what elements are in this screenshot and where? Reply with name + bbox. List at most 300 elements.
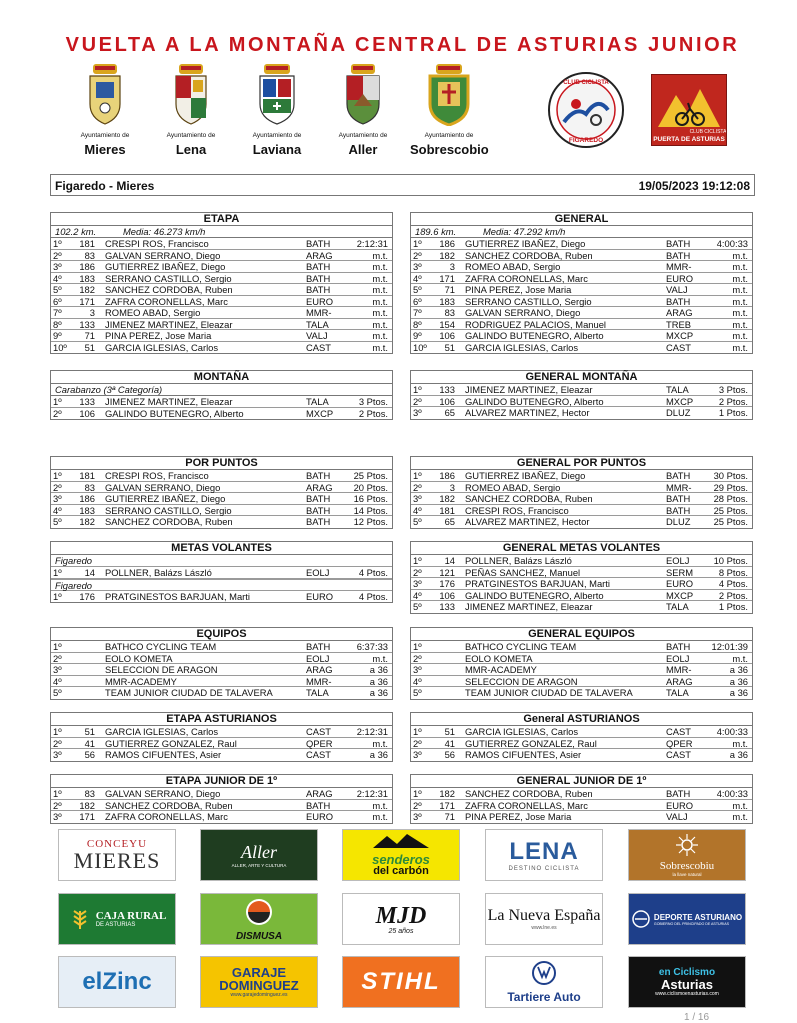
team-code: BATH — [666, 788, 691, 799]
rider: PINA PEREZ, Jose Maria — [465, 284, 572, 295]
result: 3 Ptos. — [358, 396, 388, 407]
stage-route: Figaredo - Mieres — [55, 179, 155, 193]
team-name: MMR-ACADEMY — [465, 664, 537, 675]
position: 3º — [413, 664, 422, 675]
general-puntos-table — [410, 456, 753, 529]
position: 5º — [413, 687, 422, 698]
sponsor-text: www.garajedominguez.es — [230, 992, 288, 998]
team-code: TALA — [306, 318, 329, 330]
table-row — [411, 788, 752, 800]
sun-icon — [676, 834, 698, 856]
stage-info-bar — [50, 174, 755, 196]
table-row — [51, 284, 392, 296]
team-code: DLUZ — [666, 407, 691, 418]
position: 5º — [413, 284, 422, 295]
team-code: MMR- — [666, 664, 692, 675]
position: 1º — [53, 238, 62, 249]
table-row — [51, 330, 392, 342]
position: 2º — [413, 481, 422, 493]
table-row — [51, 516, 392, 528]
table-row — [411, 567, 752, 579]
bib: 71 — [444, 284, 455, 295]
position: 3º — [413, 261, 422, 272]
bib: 51 — [84, 726, 95, 737]
result: m.t. — [372, 307, 388, 318]
bib: 71 — [444, 811, 455, 822]
bib: 186 — [439, 238, 455, 249]
result: m.t. — [372, 652, 388, 664]
result: a 36 — [369, 675, 388, 687]
rider: ROMEO ABAD, Sergio — [465, 261, 561, 272]
result: 4:00:33 — [716, 726, 748, 737]
bib: 121 — [439, 566, 455, 578]
table-row — [51, 482, 392, 494]
rider: ZAFRA CORONELLAS, Marc — [105, 811, 228, 822]
council-label: Ayuntamiento de — [166, 132, 216, 139]
team-code: VALJ — [666, 811, 688, 822]
bib: 65 — [444, 407, 455, 418]
result: m.t. — [732, 272, 748, 284]
team-code: MMR- — [306, 675, 332, 687]
position: 7º — [413, 307, 422, 318]
team-code: EURO — [666, 799, 694, 811]
sponsor-elzinc — [58, 956, 176, 1008]
result: 28 Ptos. — [713, 493, 748, 504]
position: 3º — [53, 493, 62, 504]
rider: GUTIERREZ GONZALEZ, Raul — [105, 737, 237, 749]
position: 3º — [53, 664, 62, 675]
bib: 171 — [79, 295, 95, 307]
aller-coat-of-arms-icon — [342, 62, 384, 126]
result: 2 Ptos. — [718, 395, 748, 407]
table-row — [51, 261, 392, 273]
bib: 186 — [79, 493, 95, 504]
club-puerta-name: PUERTA DE ASTURIAS — [653, 136, 725, 143]
team-code: EOLJ — [666, 652, 690, 664]
etapa-asturianos-table — [50, 712, 393, 762]
result: 30 Ptos. — [713, 470, 748, 481]
bib: 106 — [79, 407, 95, 419]
table-subheader — [51, 226, 392, 238]
rider: PEÑAS SANCHEZ, Manuel — [465, 566, 581, 578]
position: 1º — [53, 788, 62, 799]
result: a 36 — [369, 687, 388, 698]
rider: SERRANO CASTILLO, Sergio — [465, 295, 592, 307]
rider: ALVAREZ MARTINEZ, Hector — [465, 407, 590, 418]
result: a 36 — [369, 749, 388, 760]
table-title: GENERAL EQUIPOS — [411, 628, 752, 641]
team-code: BATH — [306, 493, 331, 504]
table-row — [411, 470, 752, 482]
rider: PINA PEREZ, Jose Maria — [465, 811, 572, 822]
team-code: BATH — [306, 238, 331, 249]
sprint-location — [51, 579, 392, 591]
table-row — [411, 555, 752, 567]
metas-volantes-table — [50, 541, 393, 603]
result: 25 Ptos. — [353, 470, 388, 481]
wheat-icon — [68, 909, 92, 929]
position: 8º — [53, 318, 62, 330]
position: 4º — [413, 272, 422, 284]
position: 3º — [413, 493, 422, 504]
result: a 36 — [729, 664, 748, 675]
result: m.t. — [372, 272, 388, 284]
result: m.t. — [732, 652, 748, 664]
bib: 181 — [79, 470, 95, 481]
sponsor-text: www.lne.es — [531, 925, 557, 931]
position: 2º — [413, 566, 422, 578]
team-code: ARAG — [666, 675, 693, 687]
table-row — [51, 811, 392, 823]
team-name: TEAM JUNIOR CIUDAD DE TALAVERA — [465, 687, 633, 698]
table-row — [411, 590, 752, 602]
bib: 171 — [439, 272, 455, 284]
position: 2º — [413, 799, 422, 811]
rider: RODRIGUEZ PALACIOS, Manuel — [465, 318, 607, 330]
team-code: BATH — [306, 470, 331, 481]
position: 5º — [413, 516, 422, 527]
sponsor-text: GOBIERNO DEL PRINCIPADO DE ASTURIAS — [653, 921, 730, 926]
sponsor-mieres — [58, 829, 176, 881]
table-row — [51, 788, 392, 800]
team-code: BATH — [666, 470, 691, 481]
result: m.t. — [372, 318, 388, 330]
team-name: SELECCION DE ARAGON — [105, 664, 218, 675]
rider: PRATGINESTOS BARJUAN, Marti — [465, 578, 610, 589]
laviana-coat-of-arms-icon — [255, 62, 299, 126]
rider: GUTIERREZ IBAÑEZ, Diego — [105, 261, 226, 272]
climb-name: Carabanzo (3ª Categoría) — [55, 384, 163, 395]
rider: CRESPI ROS, Francisco — [105, 470, 209, 481]
result: 6:37:33 — [356, 641, 388, 652]
position: 1º — [413, 641, 422, 652]
table-row — [51, 296, 392, 308]
sprint-location-label: Figaredo — [55, 579, 93, 591]
position: 4º — [413, 675, 422, 687]
result: a 36 — [729, 675, 748, 687]
bib: 182 — [79, 516, 95, 527]
table-row — [51, 749, 392, 761]
team-code: ARAG — [666, 307, 693, 318]
position: 2º — [53, 407, 62, 419]
equipos-table — [50, 627, 393, 700]
team-code: TREB — [666, 318, 692, 330]
team-code: TALA — [306, 687, 329, 698]
sponsor-text: ALLER, ARTE Y CULTURA — [231, 863, 287, 868]
result: m.t. — [732, 249, 748, 261]
result: 20 Ptos. — [353, 481, 388, 493]
table-title: METAS VOLANTES — [51, 542, 392, 555]
position: 5º — [53, 687, 62, 698]
bib: 71 — [84, 330, 95, 341]
position: 2º — [53, 249, 62, 261]
position: 1º — [413, 726, 422, 737]
rider: GARCIA IGLESIAS, Carlos — [105, 726, 219, 737]
position: 2º — [53, 799, 62, 811]
result: 8 Ptos. — [718, 566, 748, 578]
table-title: GENERAL MONTAÑA — [411, 371, 752, 384]
team-code: QPER — [306, 737, 333, 749]
team-name: TEAM JUNIOR CIUDAD DE TALAVERA — [105, 687, 273, 698]
rider: JIMENEZ MARTINEZ, Eleazar — [465, 601, 593, 612]
rider: SANCHEZ CORDOBA, Ruben — [105, 799, 233, 811]
sponsor-text: Sobrescobiu — [659, 859, 715, 872]
position: 9º — [413, 330, 422, 341]
table-row — [51, 319, 392, 331]
result: m.t. — [732, 799, 748, 811]
table-row — [51, 664, 392, 676]
table-title: EQUIPOS — [51, 628, 392, 641]
sponsor-deporte-asturiano — [628, 893, 746, 945]
rider: GALINDO BUTENEGRO, Alberto — [105, 407, 244, 419]
sponsor-text: LENA — [509, 838, 579, 865]
table-row — [51, 567, 392, 579]
sponsor-caja-rural — [58, 893, 176, 945]
rider: GUTIERREZ IBAÑEZ, Diego — [465, 238, 586, 249]
bib: 41 — [444, 737, 455, 749]
table-row — [51, 591, 392, 603]
result: 4 Ptos. — [718, 578, 748, 589]
bib: 186 — [79, 261, 95, 272]
sponsor-la-nueva-espana — [485, 893, 603, 945]
club-figaredo-bottom: FIGAREDO — [568, 137, 604, 144]
team-code: BATH — [306, 261, 331, 272]
sponsor-aller — [200, 829, 318, 881]
result: 12:01:39 — [711, 641, 748, 652]
rider: GALVAN SERRANO, Diego — [105, 249, 221, 261]
sponsor-text: MIERES — [73, 848, 161, 873]
table-row — [411, 493, 752, 505]
bib: 106 — [439, 330, 455, 341]
table-row — [411, 330, 752, 342]
rider: JIMENEZ MARTINEZ, Eleazar — [105, 396, 233, 407]
table-title: ETAPA ASTURIANOS — [51, 713, 392, 726]
etapa-junior-table — [50, 774, 393, 824]
rider: GALINDO BUTENEGRO, Alberto — [465, 395, 604, 407]
result: m.t. — [372, 261, 388, 272]
team-code: EOLJ — [666, 555, 690, 566]
team-code: QPER — [666, 737, 693, 749]
result: 25 Ptos. — [713, 504, 748, 516]
position: 2º — [53, 652, 62, 664]
bib: 3 — [449, 481, 455, 493]
team-code: BATH — [306, 272, 331, 284]
result: 2:12:31 — [356, 238, 388, 249]
table-row — [411, 676, 752, 688]
team-code: EOLJ — [306, 652, 330, 664]
general-equipos-table — [410, 627, 753, 700]
rider: SANCHEZ CORDOBA, Ruben — [465, 788, 593, 799]
sponsor-text: Tartiere Auto — [507, 989, 581, 1004]
sponsor-text: STIHL — [361, 968, 441, 995]
bib: 133 — [439, 384, 455, 395]
result: 2 Ptos. — [358, 407, 388, 419]
table-row — [411, 726, 752, 738]
table-row — [411, 273, 752, 285]
position: 4º — [53, 504, 62, 516]
position: 1º — [53, 641, 62, 652]
rider: CRESPI ROS, Francisco — [465, 504, 569, 516]
table-row — [51, 726, 392, 738]
dismusa-logo-icon — [244, 897, 274, 927]
team-name: BATHCO CYCLING TEAM — [465, 641, 577, 652]
bib: 183 — [79, 272, 95, 284]
table-row — [51, 687, 392, 699]
sponsor-text: CONCEYU — [86, 838, 148, 850]
lena-coat-of-arms-icon — [171, 62, 211, 126]
bib: 14 — [444, 555, 455, 566]
table-row — [411, 482, 752, 494]
rider: SANCHEZ CORDOBA, Ruben — [105, 516, 233, 527]
position: 4º — [53, 675, 62, 687]
sponsor-stihl — [342, 956, 460, 1008]
result: m.t. — [732, 330, 748, 341]
sponsor-text: Aller — [240, 842, 277, 862]
council-label: Ayuntamiento de — [80, 132, 130, 139]
table-row — [411, 601, 752, 613]
position: 2º — [413, 652, 422, 664]
bib: 182 — [79, 284, 95, 295]
result: m.t. — [732, 737, 748, 749]
sponsor-ciclismo-asturias — [628, 956, 746, 1008]
position: 2º — [413, 737, 422, 749]
sponsor-text: 25 años — [388, 927, 414, 935]
position: 3º — [413, 407, 422, 418]
table-row — [411, 284, 752, 296]
club-puerta-asturias-logo — [651, 74, 727, 146]
sponsor-text: del carbón — [373, 864, 429, 877]
table-row — [411, 307, 752, 319]
sponsor-text: DESTINO CICLISTA — [508, 866, 580, 872]
rider: CRESPI ROS, Francisco — [105, 238, 209, 249]
rider: ALVAREZ MARTINEZ, Hector — [465, 516, 590, 527]
result: 4:00:33 — [716, 238, 748, 249]
bib: 83 — [84, 249, 95, 261]
team-code: BATH — [666, 238, 691, 249]
table-row — [411, 407, 752, 419]
team-code: DLUZ — [666, 516, 691, 527]
table-title: GENERAL METAS VOLANTES — [411, 542, 752, 555]
crest-lena — [152, 62, 230, 157]
position: 4º — [53, 272, 62, 284]
vw-logo-icon — [532, 961, 556, 985]
table-row — [51, 738, 392, 750]
bib: 83 — [84, 788, 95, 799]
position: 2º — [413, 395, 422, 407]
mieres-coat-of-arms-icon — [85, 62, 125, 126]
position: 1º — [53, 470, 62, 481]
bib: 56 — [84, 749, 95, 760]
table-row — [51, 342, 392, 354]
general-asturianos-table — [410, 712, 753, 762]
result: 2:12:31 — [356, 788, 388, 799]
rider: SANCHEZ CORDOBA, Ruben — [105, 284, 233, 295]
result: 25 Ptos. — [713, 516, 748, 527]
result: 4:00:33 — [716, 788, 748, 799]
team-code: ARAG — [306, 664, 333, 675]
table-row — [411, 261, 752, 273]
position: 4º — [413, 589, 422, 601]
position: 5º — [53, 516, 62, 527]
table-title: MONTAÑA — [51, 371, 392, 384]
rider: GALVAN SERRANO, Diego — [105, 788, 221, 799]
table-row — [51, 273, 392, 285]
rider: ZAFRA CORONELLAS, Marc — [105, 295, 228, 307]
team-code: SERM — [666, 566, 694, 578]
result: m.t. — [372, 737, 388, 749]
table-row — [411, 505, 752, 517]
team-code: TALA — [666, 384, 689, 395]
council-name: Lena — [175, 142, 207, 157]
position: 3º — [413, 578, 422, 589]
result: m.t. — [732, 307, 748, 318]
table-row — [411, 296, 752, 308]
table-row — [411, 800, 752, 812]
table-row — [411, 384, 752, 396]
bib: 41 — [84, 737, 95, 749]
result: a 36 — [729, 749, 748, 760]
rider: GARCIA IGLESIAS, Carlos — [105, 341, 219, 353]
rider: GALVAN SERRANO, Diego — [105, 481, 221, 493]
sponsor-lena — [485, 829, 603, 881]
team-code: TALA — [666, 687, 689, 698]
result: 16 Ptos. — [353, 493, 388, 504]
table-row — [411, 342, 752, 354]
team-code: MMR- — [666, 261, 692, 272]
sponsor-mjd — [342, 893, 460, 945]
sponsor-text: en — [658, 967, 671, 978]
rider: GUTIERREZ IBAÑEZ, Diego — [465, 470, 586, 481]
bib: 3 — [89, 307, 95, 318]
sponsor-senderos-carbon — [342, 829, 460, 881]
result: m.t. — [732, 811, 748, 822]
table-row — [411, 396, 752, 408]
bib: 14 — [84, 567, 95, 578]
team-code: MXCP — [666, 589, 694, 601]
team-code: VALJ — [666, 284, 688, 295]
sprint-location — [51, 555, 392, 567]
bib: 182 — [439, 493, 455, 504]
team-code: MMR- — [306, 307, 332, 318]
result: 14 Ptos. — [353, 504, 388, 516]
team-code: ARAG — [306, 788, 333, 799]
result: m.t. — [732, 341, 748, 353]
bib: 176 — [79, 590, 95, 602]
bib: 183 — [79, 504, 95, 516]
bib: 182 — [439, 788, 455, 799]
result: m.t. — [732, 318, 748, 330]
table-row — [411, 664, 752, 676]
position: 6º — [53, 295, 62, 307]
team-code: CAST — [666, 726, 692, 737]
rider: SANCHEZ CORDOBA, Ruben — [465, 249, 593, 261]
table-row — [51, 470, 392, 482]
sponsor-text: DOMINGUEZ — [219, 978, 299, 993]
team-code: MXCP — [666, 395, 694, 407]
position: 9º — [53, 330, 62, 341]
rider: POLLNER, Balázs László — [465, 555, 572, 566]
sponsor-text: elZinc — [82, 968, 152, 995]
position: 1º — [413, 788, 422, 799]
result: m.t. — [372, 799, 388, 811]
bib: 83 — [84, 481, 95, 493]
bib: 182 — [439, 249, 455, 261]
team-code: BATH — [666, 295, 691, 307]
team-code: EURO — [306, 811, 334, 822]
table-row — [51, 238, 392, 250]
result: m.t. — [372, 341, 388, 353]
rider: SERRANO CASTILLO, Sergio — [105, 504, 232, 516]
